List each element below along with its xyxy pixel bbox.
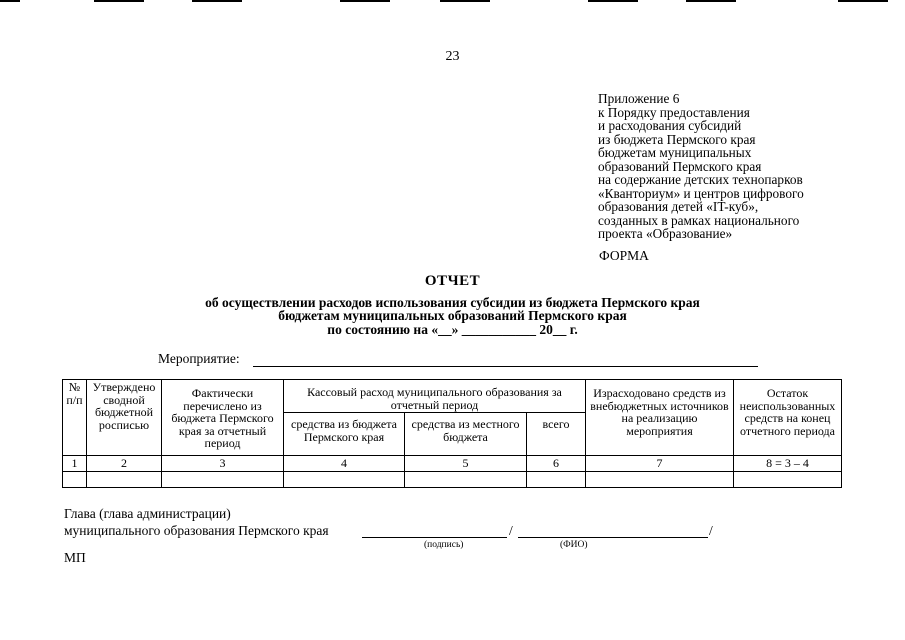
header-cash-total: всего <box>527 413 586 456</box>
table-cell[interactable] <box>734 471 842 487</box>
appendix-line: к Порядку предоставления <box>598 104 750 120</box>
header-approved: Утверждено сводной бюджетной росписью <box>87 380 162 456</box>
table-cell[interactable] <box>284 471 405 487</box>
column-number: 4 <box>284 456 405 472</box>
report-subtitle-line1: об осуществлении расходов использования субсидии из бюджета Пермского края <box>205 295 700 310</box>
scan-top-edge <box>0 0 20 2</box>
column-number: 8 = 3 – 4 <box>734 456 842 472</box>
separator: / <box>709 523 713 538</box>
scan-top-edge <box>340 0 390 2</box>
event-fill-line[interactable] <box>253 366 758 367</box>
appendix-line: и расходования субсидий <box>598 118 742 133</box>
table-cell[interactable] <box>162 471 284 487</box>
page-number: 23 <box>445 49 460 64</box>
form-label: ФОРМА <box>599 248 649 263</box>
appendix-line: бюджетам муниципальных <box>598 145 752 160</box>
appendix-line: на содержание детских технопарков <box>598 172 803 187</box>
event-label: Мероприятие: <box>158 351 240 366</box>
column-number: 6 <box>527 456 586 472</box>
scan-top-edge <box>440 0 490 2</box>
table-cell[interactable] <box>586 471 734 487</box>
separator: / <box>509 523 513 538</box>
appendix-line: образований Пермского края <box>598 158 762 174</box>
column-number: 7 <box>586 456 734 472</box>
header-cash-expense: Кассовый расход муниципального образования за отчетный период <box>284 380 586 413</box>
header-cash-region: средства из бюджета Пермского края <box>284 413 405 456</box>
table-cell[interactable] <box>63 471 87 487</box>
column-number: 2 <box>87 456 162 472</box>
report-date-line: по состоянию на «__» ___________ 20__ г. <box>327 322 578 337</box>
column-number: 5 <box>405 456 527 472</box>
header-actual-transferred: Фактически перечислено из бюджета Пермского края за отчетный период <box>162 380 284 456</box>
header-extrabudgetary: Израсходовано средств из внебюджетных источников на реализацию мероприятия <box>586 380 734 456</box>
head-title-line2: муниципального образования Пермского края <box>64 523 329 538</box>
scan-top-edge <box>94 0 144 2</box>
appendix-note <box>598 92 898 241</box>
signature-caption: (подпись) <box>424 540 464 550</box>
appendix-line: Приложение 6 <box>598 91 680 106</box>
appendix-line: образования детей «IT-куб», <box>598 199 759 214</box>
scan-top-edge <box>838 0 888 2</box>
table-cell[interactable] <box>87 471 162 487</box>
header-remaining: Остаток неиспользованных средств на конец отчетного периода <box>734 380 842 456</box>
report-table <box>62 379 842 488</box>
appendix-line: созданных в рамках национального <box>598 212 800 228</box>
column-number: 3 <box>162 456 284 472</box>
scan-top-edge <box>192 0 242 2</box>
report-title: ОТЧЕТ <box>424 273 481 289</box>
header-number: № п/п <box>63 380 87 456</box>
fio-caption: (ФИО) <box>560 540 588 550</box>
head-title-line1: Глава (глава администрации) <box>64 506 231 521</box>
stamp-label: МП <box>64 550 86 565</box>
table-cell[interactable] <box>527 471 586 487</box>
appendix-line: из бюджета Пермского края <box>598 131 756 147</box>
report-subtitle-line2: бюджетам муниципальных образований Пермского края <box>278 308 627 323</box>
signature-line[interactable] <box>362 537 507 538</box>
fio-line[interactable] <box>518 537 708 538</box>
appendix-line: «Кванториум» и центров цифрового <box>598 185 804 201</box>
table-cell[interactable] <box>405 471 527 487</box>
scan-top-edge <box>588 0 638 2</box>
scan-top-edge <box>686 0 736 2</box>
column-number: 1 <box>63 456 87 472</box>
header-cash-local: средства из местного бюджета <box>405 413 527 456</box>
appendix-line: проекта «Образование» <box>598 226 733 241</box>
